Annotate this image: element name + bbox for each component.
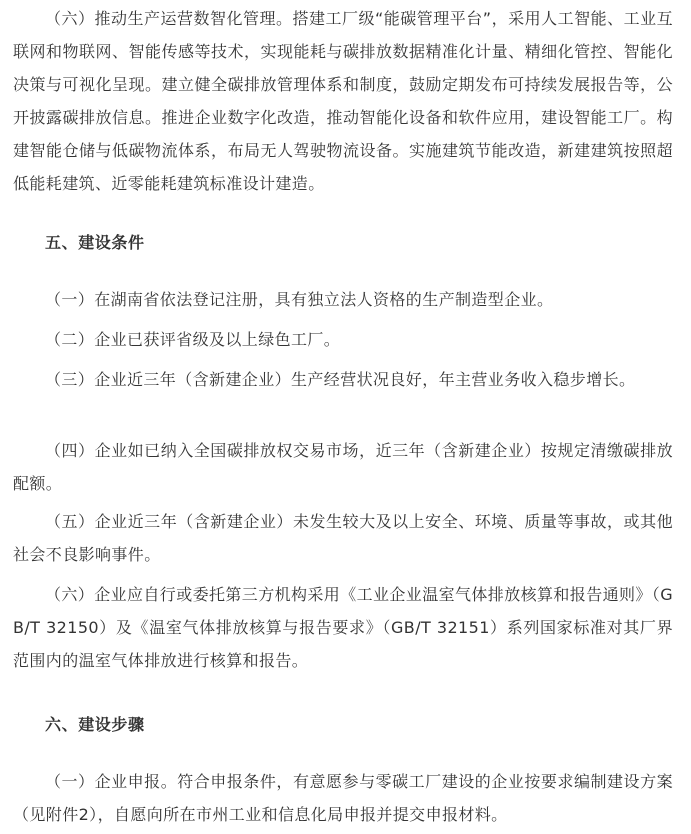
condition-item-4: （四）企业如已纳入全国碳排放权交易市场，近三年（含新建企业）按规定清缴碳排放配额。 xyxy=(13,441,673,493)
condition-item-2: （二）企业已获评省级及以上绿色工厂。 xyxy=(45,330,341,349)
condition-item-5: （五）企业近三年（含新建企业）未发生较大及以上安全、环境、质量等事故，或其他社会不良影响事件。 xyxy=(13,512,673,564)
condition-item-6: （六）企业应自行或委托第三方机构采用《工业企业温室气体排放核算和报告通则》（GB/T 32150）及《温室气体排放核算与报告要求》（GB/T 32151）系列国家标准对其厂界范围内的温室气体排放进行核算和报告。 xyxy=(13,585,673,670)
step-item-1: （一）企业申报。符合申报条件，有意愿参与零碳工厂建设的企业按要求编制建设方案（见附件2），自愿向所在市州工业和信息化局申报并提交申报材料。 xyxy=(13,772,673,824)
paragraph-digital-management: （六）推动生产运营数智化管理。搭建工厂级“能碳管理平台”，采用人工智能、工业互联网和物联网、智能传感等技术，实现能耗与碳排放数据精准化计量、精细化管控、智能化决策与可视化呈现。建立健全碳排放管理体系和制度，鼓励定期发布可持续发展报告等，公开披露碳排放信息。推进企业数字化改造，推动智能化设备和软件应用，建设智能工厂。构建智能仓储与低碳物流体系，布局无人驾驶物流设备。实施建筑节能改造，新建建筑按照超低能耗建筑、近零能耗建筑标准设计建造。 xyxy=(13,9,673,193)
condition-item-3: （三）企业近三年（含新建企业）生产经营状况良好，年主营业务收入稳步增长。 xyxy=(45,370,636,389)
section-heading-steps: 六、建设步骤 xyxy=(45,715,145,734)
condition-item-1: （一）在湖南省依法登记注册，具有独立法人资格的生产制造型企业。 xyxy=(45,290,554,309)
section-heading-conditions: 五、建设条件 xyxy=(45,233,145,252)
